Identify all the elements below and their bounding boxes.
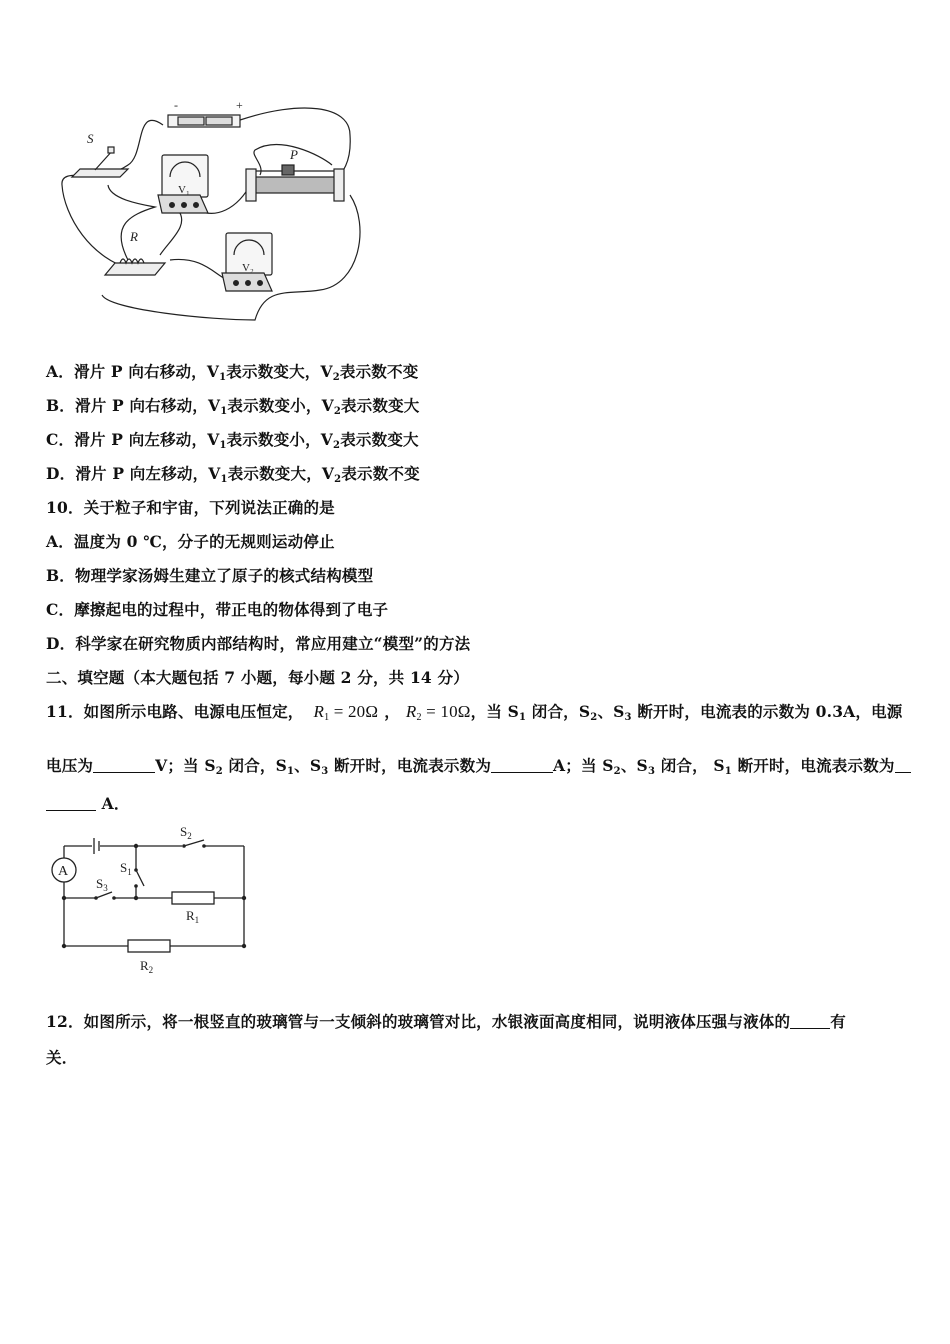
- answer-blank-current-1[interactable]: [491, 758, 553, 773]
- answer-blank-voltage[interactable]: [93, 758, 155, 773]
- q9-option-a: A．滑片 P 向右移动，$V_1$表示数变大，$V_2$表示数不变: [46, 362, 419, 383]
- resistor-r-icon: [105, 259, 165, 275]
- rheostat-slider-label: P: [290, 147, 298, 162]
- battery-minus-label: -: [174, 98, 178, 112]
- q11-line-1: 11．如图所示电路、电源电压恒定， $R_1 = 20\Omega$ ， $R_2 = 10\Omega$，当 $S_1$ 闭合，$S_2$、$S_3$ 断开时，电流表的示数为 0.3A，电源: [46, 702, 903, 723]
- voltmeter-v2-label: V₂: [242, 262, 254, 274]
- section-heading: 二、填空题（本大题包括 7 小题，每小题 2 分，共 14 分）: [46, 668, 469, 687]
- q9-option-b: B．滑片 P 向右移动，$V_1$表示数变小，$V_2$表示数变大: [46, 396, 420, 417]
- q10-option-b: B．物理学家汤姆生建立了原子的核式结构模型: [46, 566, 374, 585]
- resistor-r1-label: $R_1$: [186, 908, 200, 925]
- switch-icon: [72, 147, 128, 177]
- r2-value: $R_2 = 10\Omega$: [405, 702, 471, 723]
- q12-line-2: 关．: [46, 1048, 78, 1067]
- answer-blank-current-2-start[interactable]: [895, 758, 911, 773]
- circuit-diagram-figure: [44, 822, 264, 982]
- voltmeter-v1-label: V₁: [178, 184, 190, 196]
- q10-option-a: A．温度为 0 ℃，分子的无规则运动停止: [46, 532, 335, 551]
- resistor-r1: [172, 892, 214, 904]
- battery-plus-label: +: [236, 98, 243, 112]
- battery-icon: [168, 115, 240, 127]
- switch-s2-label: $S_2$: [180, 824, 192, 841]
- q9-option-c: C．滑片 P 向左移动，$V_1$表示数变小，$V_2$表示数变大: [46, 430, 419, 451]
- resistor-r2-label: $R_2$: [140, 958, 154, 975]
- switch-s1-label: $S_1$: [120, 860, 132, 877]
- answer-blank-current-2[interactable]: [46, 796, 96, 811]
- q11-line-2: 电压为 V；当 $S_2$ 闭合，$S_1$、$S_3$ 断开时，电流表示数为 A；当 $S_2$、$S_3$ 闭合， $S_1$ 断开时，电流表示数为: [46, 754, 911, 777]
- switch-s3-label: $S_3$: [96, 876, 108, 893]
- q11-line-3: A．: [46, 792, 130, 814]
- q10-option-c: C．摩擦起电的过程中，带正电的物体得到了电子: [46, 600, 389, 619]
- q10-stem: 10．关于粒子和宇宙，下列说法正确的是: [46, 498, 335, 517]
- answer-blank-q12[interactable]: [790, 1014, 830, 1029]
- q12-line-1: 12．如图所示，将一根竖直的玻璃管与一支倾斜的玻璃管对比，水银液面高度相同，说明液体压强与液体的 有: [46, 1012, 846, 1031]
- resistor-r-label: R: [130, 229, 138, 244]
- q9-option-d: D．滑片 P 向左移动，$V_1$表示数变大，$V_2$表示数不变: [46, 464, 420, 485]
- ammeter-label: A: [58, 864, 69, 879]
- r1-value: $R_1 = 20\Omega$: [313, 702, 379, 723]
- switch-label: S: [87, 131, 94, 146]
- q10-option-d: D．科学家在研究物质内部结构时，常应用建立“模型”的方法: [46, 634, 471, 653]
- resistor-r2: [128, 940, 170, 952]
- experiment-apparatus-figure: [50, 95, 370, 325]
